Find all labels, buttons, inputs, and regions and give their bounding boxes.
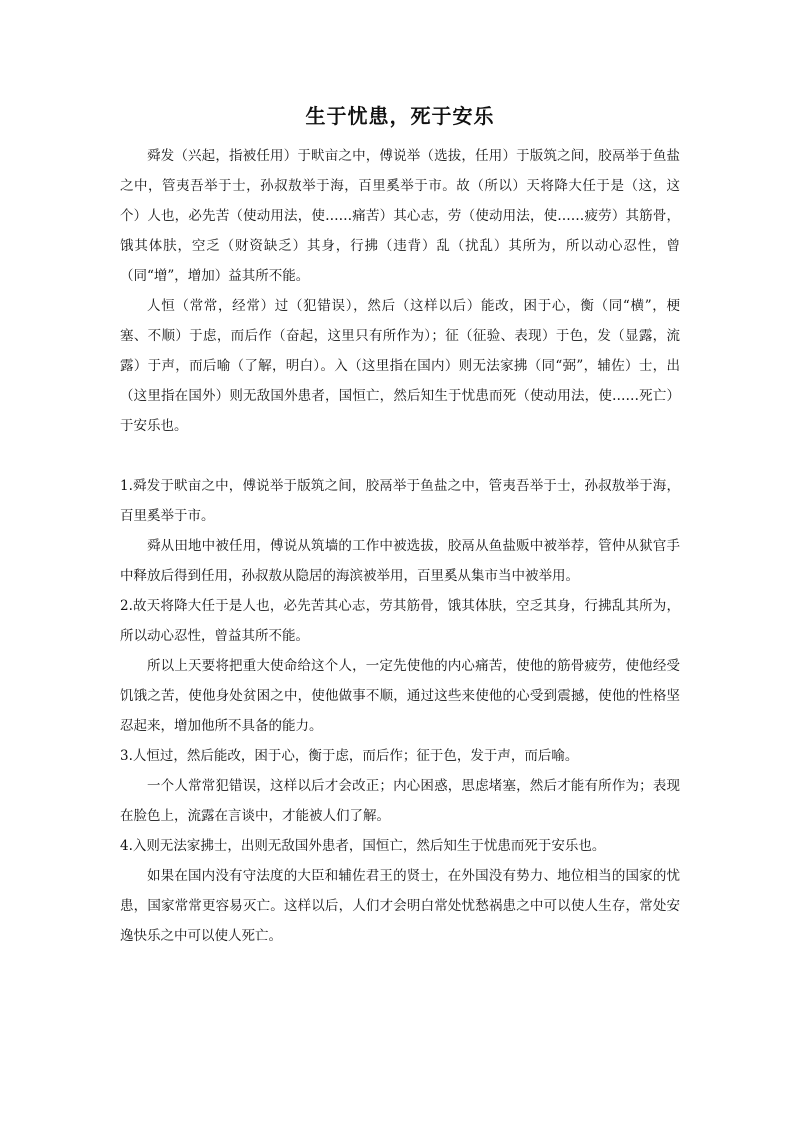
sentence-translation: 舜从田地中被任用，傅说从筑墙的工作中被选拔，胶鬲从鱼盐贩中被举荐，管仲从狱官手中释放后得到任用，孙叔敖从隐居的海滨被举用，百里奚从集市当中被举用。 (120, 538, 680, 584)
numbered-sentence: 1.舜发于畎亩之中，傅说举于版筑之间，胶鬲举于鱼盐之中，管夷吾举于士，孙叔敖举于海，百里奚举于市。 (120, 478, 680, 524)
original-text-paragraph: 舜发（兴起，指被任用）于畎亩之中，傅说举（选拔，任用）于版筑之间，胶鬲举于鱼盐之中，管夷吾举于士，孙叔敖举于海，百里奚举于市。故（所以）天将降大任于是（这，这个）人也，必先苦（使动用法，使……痛苦）其心志，劳（使动用法，使……疲劳）其筋骨，饿其体肤，空乏（财资缺乏）其身，行拂（违背）乱（扰乱）其所为，所以动心忍性，曾（同“增”，增加）益其所不能。 (120, 148, 680, 284)
numbered-sentence: 2.故天将降大任于是人也，必先苦其心志，劳其筋骨，饿其体肤，空乏其身，行拂乱其所为，所以动心忍性，曾益其所不能。 (120, 598, 680, 644)
numbered-sentence: 3.人恒过，然后能改，困于心，衡于虑，而后作；征于色，发于声，而后喻。 (120, 748, 579, 764)
sentence-translation: 所以上天要将把重大使命给这个人，一定先使他的内心痛苦，使他的筋骨疲劳，使他经受饥饿之苦，使他身处贫困之中，使他做事不顺，通过这些来使他的心受到震撼，使他的性格坚忍起来，增加他所不具备的能力。 (120, 658, 680, 734)
page-title: 生于忧患，死于安乐 (305, 104, 495, 128)
section-gap (120, 441, 680, 471)
sentence-translation: 一个人常常犯错误，这样以后才会改正；内心困惑，思虑堵塞，然后才能有所作为；表现在脸色上，流露在言谈中，才能被人们了解。 (120, 778, 680, 824)
sentence-translation: 如果在国内没有守法度的大臣和辅佐君王的贤士，在外国没有势力、地位相当的国家的忧患，国家常常更容易灭亡。这样以后，人们才会明白常处忧愁祸患之中可以使人生存，常处安逸快乐之中可以使人死亡。 (120, 868, 680, 944)
original-text-paragraph: 人恒（常常，经常）过（犯错误），然后（这样以后）能改，困于心，衡（同“横”，梗塞、不顺）于虑，而后作（奋起，这里只有所作为）；征（征验、表现）于色，发（显露，流露）于声，而后喻（了解，明白）。入（这里指在国内）则无法家拂（同“弼”，辅佐）士，出（这里指在国外）则无敌国外患者，国恒亡，然后知生于忧患而死（使动用法，使……死亡）于安乐也。 (120, 298, 680, 434)
numbered-sentence: 4.入则无法家拂士，出则无敌国外患者，国恒亡，然后知生于忧患而死于安乐也。 (120, 838, 606, 854)
document-content (120, 100, 680, 951)
